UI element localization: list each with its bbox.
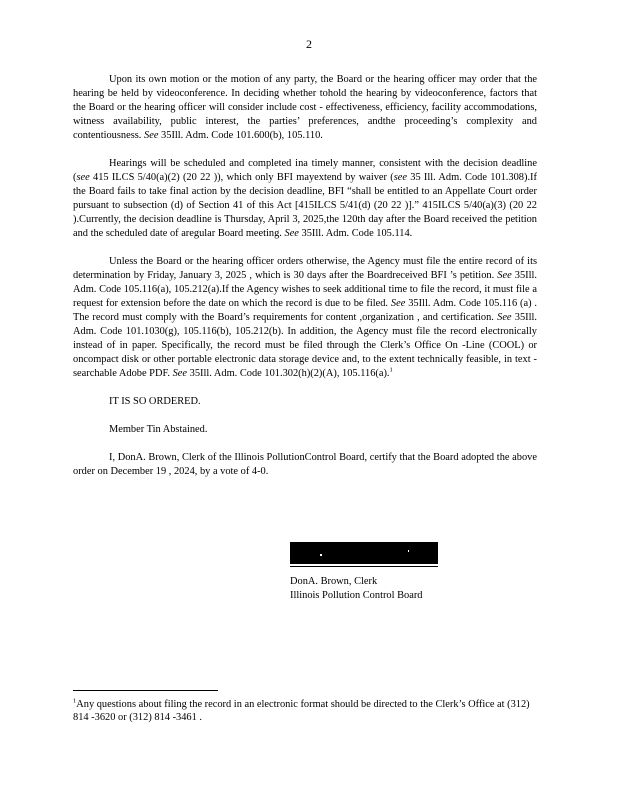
paragraph-text: 35Ill. Adm. Code 105.116 (a) . The record must comply with the Board’s requirements for content ,organization , and certification. — [73, 298, 537, 323]
citation-signal: see — [76, 172, 90, 183]
citation: 35Ill. Adm. Code 105.114. — [301, 228, 413, 239]
page-number: 2 — [306, 37, 312, 51]
citation-signal: See — [284, 228, 299, 239]
footnote-marker: 1 — [73, 697, 77, 705]
footnote-divider — [73, 690, 218, 691]
clerk-certification: I, DonA. Brown, Clerk of the Illinois PollutionControl Board, certify that the Board adopted the above order on December 19 , 2024, by a vote of 4-0. — [73, 452, 537, 477]
signature-line — [290, 566, 438, 567]
citation: 35Ill. Adm. Code 101.600(b), 105.110. — [161, 130, 323, 141]
order-body — [73, 73, 537, 493]
citation-signal: See — [390, 298, 406, 309]
paragraph-text: 35Ill. Adm. Code 101.1030(g), 105.116(b), 105.212(b). In addition, the Agency must file the record electronically instead of in paper. Specifically, the record must be filed through the Clerk’s Office On -Line (COOL) or oncompact disk or other portable electronic data storage device and, to the extent technically feasible, in text -searchable Adobe PDF. — [73, 312, 537, 379]
footnote — [73, 698, 537, 724]
citation-signal: See — [172, 368, 188, 379]
citation-signal: See — [497, 270, 512, 281]
paragraph-text: 35 Ill. Adm. Code 101.308).If the Board fails to take final action by the decision deadline, BFI “shall be entitled to an Appellate Court order pursuant to subsection (d) of Section 41 of this Act [415ILCS 5/41(d) (20 22 )].” 415ILCS 5/40(a)(3) (20 22 ).Currently, the decision deadline is Thursday, April 3, 2025,the 120th day after the Board received the petition and the scheduled date of aregular Board meeting. — [73, 172, 537, 239]
footnote-text: Any questions about filing the record in an electronic format should be directed to the Clerk’s Office at (312) 814 -3620 or (312) 814 -3461 . — [73, 699, 530, 723]
signature-block — [290, 542, 438, 603]
order-statement: IT IS SO ORDERED. — [109, 396, 201, 407]
citation: 35Ill. Adm. Code 101.302(h)(2)(A), 105.116(a). — [189, 368, 390, 379]
paragraph-record-filing — [73, 255, 537, 381]
paragraph-text: 415 ILCS 5/40(a)(2) (20 22 )), which only BFI mayextend by waiver ( — [93, 172, 394, 183]
paragraph-videoconference — [73, 73, 537, 143]
citation-signal: See — [497, 312, 512, 323]
paragraph-text: Unless the Board or the hearing officer orders otherwise, the Agency must file the entire record of its determination by Friday, January 3, 2025 , which is 30 days after the Boardreceived BFI ’s petition. — [73, 256, 537, 281]
signatory-name: DonA. Brown, Clerk — [290, 576, 378, 587]
paragraph-text: Hearings will be scheduled and completed ina timely manner, consistent with the decision deadline ( — [73, 158, 537, 183]
paragraph-hearing-schedule — [73, 157, 537, 241]
footnote-reference[interactable]: 1 — [389, 366, 393, 374]
redacted-signature — [290, 542, 438, 564]
citation-signal: see — [393, 172, 408, 183]
citation-signal: See — [144, 130, 159, 141]
signatory-title: Illinois Pollution Control Board — [290, 590, 423, 601]
paragraph-text: Upon its own motion or the motion of any party, the Board or the hearing officer may order that the hearing be held by videoconference. In deciding whether tohold the hearing by videoconference, factors that the Board or the hearing officer will consider include cost - effectiveness, efficiency, facility accommodations, witness availability, public interest, the parties’ preferences, andthe proceeding’s complexity and contentiousness. — [73, 74, 537, 141]
paragraph-text: 35Ill. Adm. Code 105.116(a), 105.212(a).If the Agency wishes to seek additional time to file the record, it must file a request for extension before the date on which the record is due to be filed. — [73, 270, 537, 309]
abstention-note: Member Tin Abstained. — [109, 424, 208, 435]
